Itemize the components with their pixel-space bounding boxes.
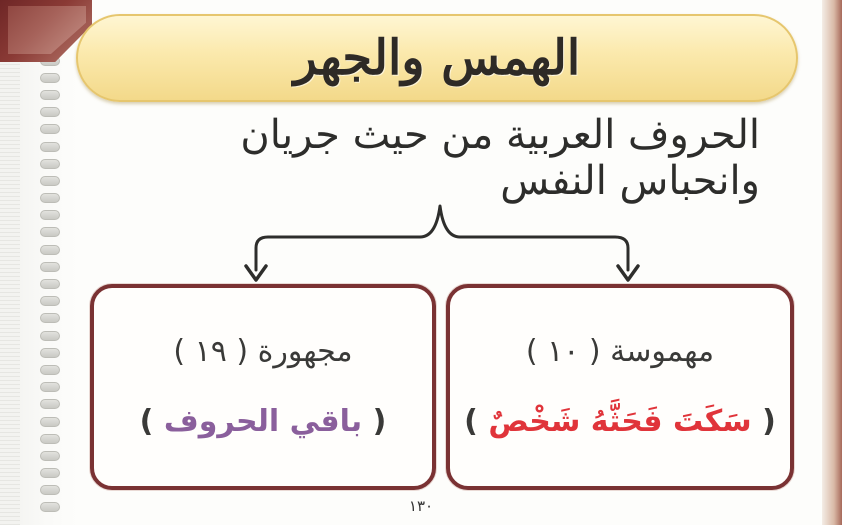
- binding-edge: [0, 0, 20, 525]
- binding-ring: [40, 245, 60, 255]
- binding-ring: [40, 313, 60, 323]
- binding-ring: [40, 142, 60, 152]
- binding-ring: [40, 485, 60, 495]
- page-title: الهمس والجهر: [293, 30, 581, 86]
- binding-ring: [40, 176, 60, 186]
- arrow-left-icon: [246, 266, 266, 280]
- binding-ring: [40, 159, 60, 169]
- whispered-letters-close: ): [464, 404, 478, 439]
- binding-ring: [40, 90, 60, 100]
- binding-ring: [40, 365, 60, 375]
- binding-ring: [40, 417, 60, 427]
- binding-ring: [40, 399, 60, 409]
- binding-ring: [40, 193, 60, 203]
- binding-ring: [40, 227, 60, 237]
- voiced-letters-open: (: [372, 404, 387, 439]
- binding-ring: [40, 434, 60, 444]
- binding-ring: [40, 296, 60, 306]
- voiced-letters-text: باقي الحروف: [163, 404, 363, 439]
- voiced-letters: [94, 404, 432, 439]
- right-edge-decoration: [822, 0, 842, 525]
- page-number: ١٣٠: [408, 497, 434, 515]
- binding-ring: [40, 382, 60, 392]
- voiced-letters-box: [90, 284, 436, 490]
- binding-ring: [40, 468, 60, 478]
- voiced-heading: مجهورة ( ١٩ ): [173, 334, 353, 369]
- title-banner: [76, 14, 798, 102]
- binding-ring: [40, 348, 60, 358]
- arrow-right-icon: [618, 266, 638, 280]
- voiced-letters-close: ): [139, 404, 154, 439]
- subtitle: الحروف العربية من حيث جريان وانحباس النفس: [240, 112, 760, 204]
- whispered-letters-box: [446, 284, 794, 490]
- whispered-letters-open: (: [762, 404, 776, 439]
- spiral-binding: [0, 0, 78, 525]
- connector-brace: [256, 206, 628, 270]
- binding-ring: [40, 107, 60, 117]
- binding-ring: [40, 331, 60, 341]
- whispered-letters-text: سَكَتَ فَحَثَّهُ شَخْصٌ: [488, 404, 752, 439]
- binding-ring: [40, 262, 60, 272]
- whispered-heading: مهموسة ( ١٠ ): [525, 334, 715, 369]
- binding-ring: [40, 124, 60, 134]
- binding-ring: [40, 73, 60, 83]
- whispered-letters: [450, 404, 790, 439]
- binding-ring: [40, 451, 60, 461]
- binding-rings: [40, 4, 64, 524]
- binding-ring: [40, 210, 60, 220]
- binding-ring: [40, 279, 60, 289]
